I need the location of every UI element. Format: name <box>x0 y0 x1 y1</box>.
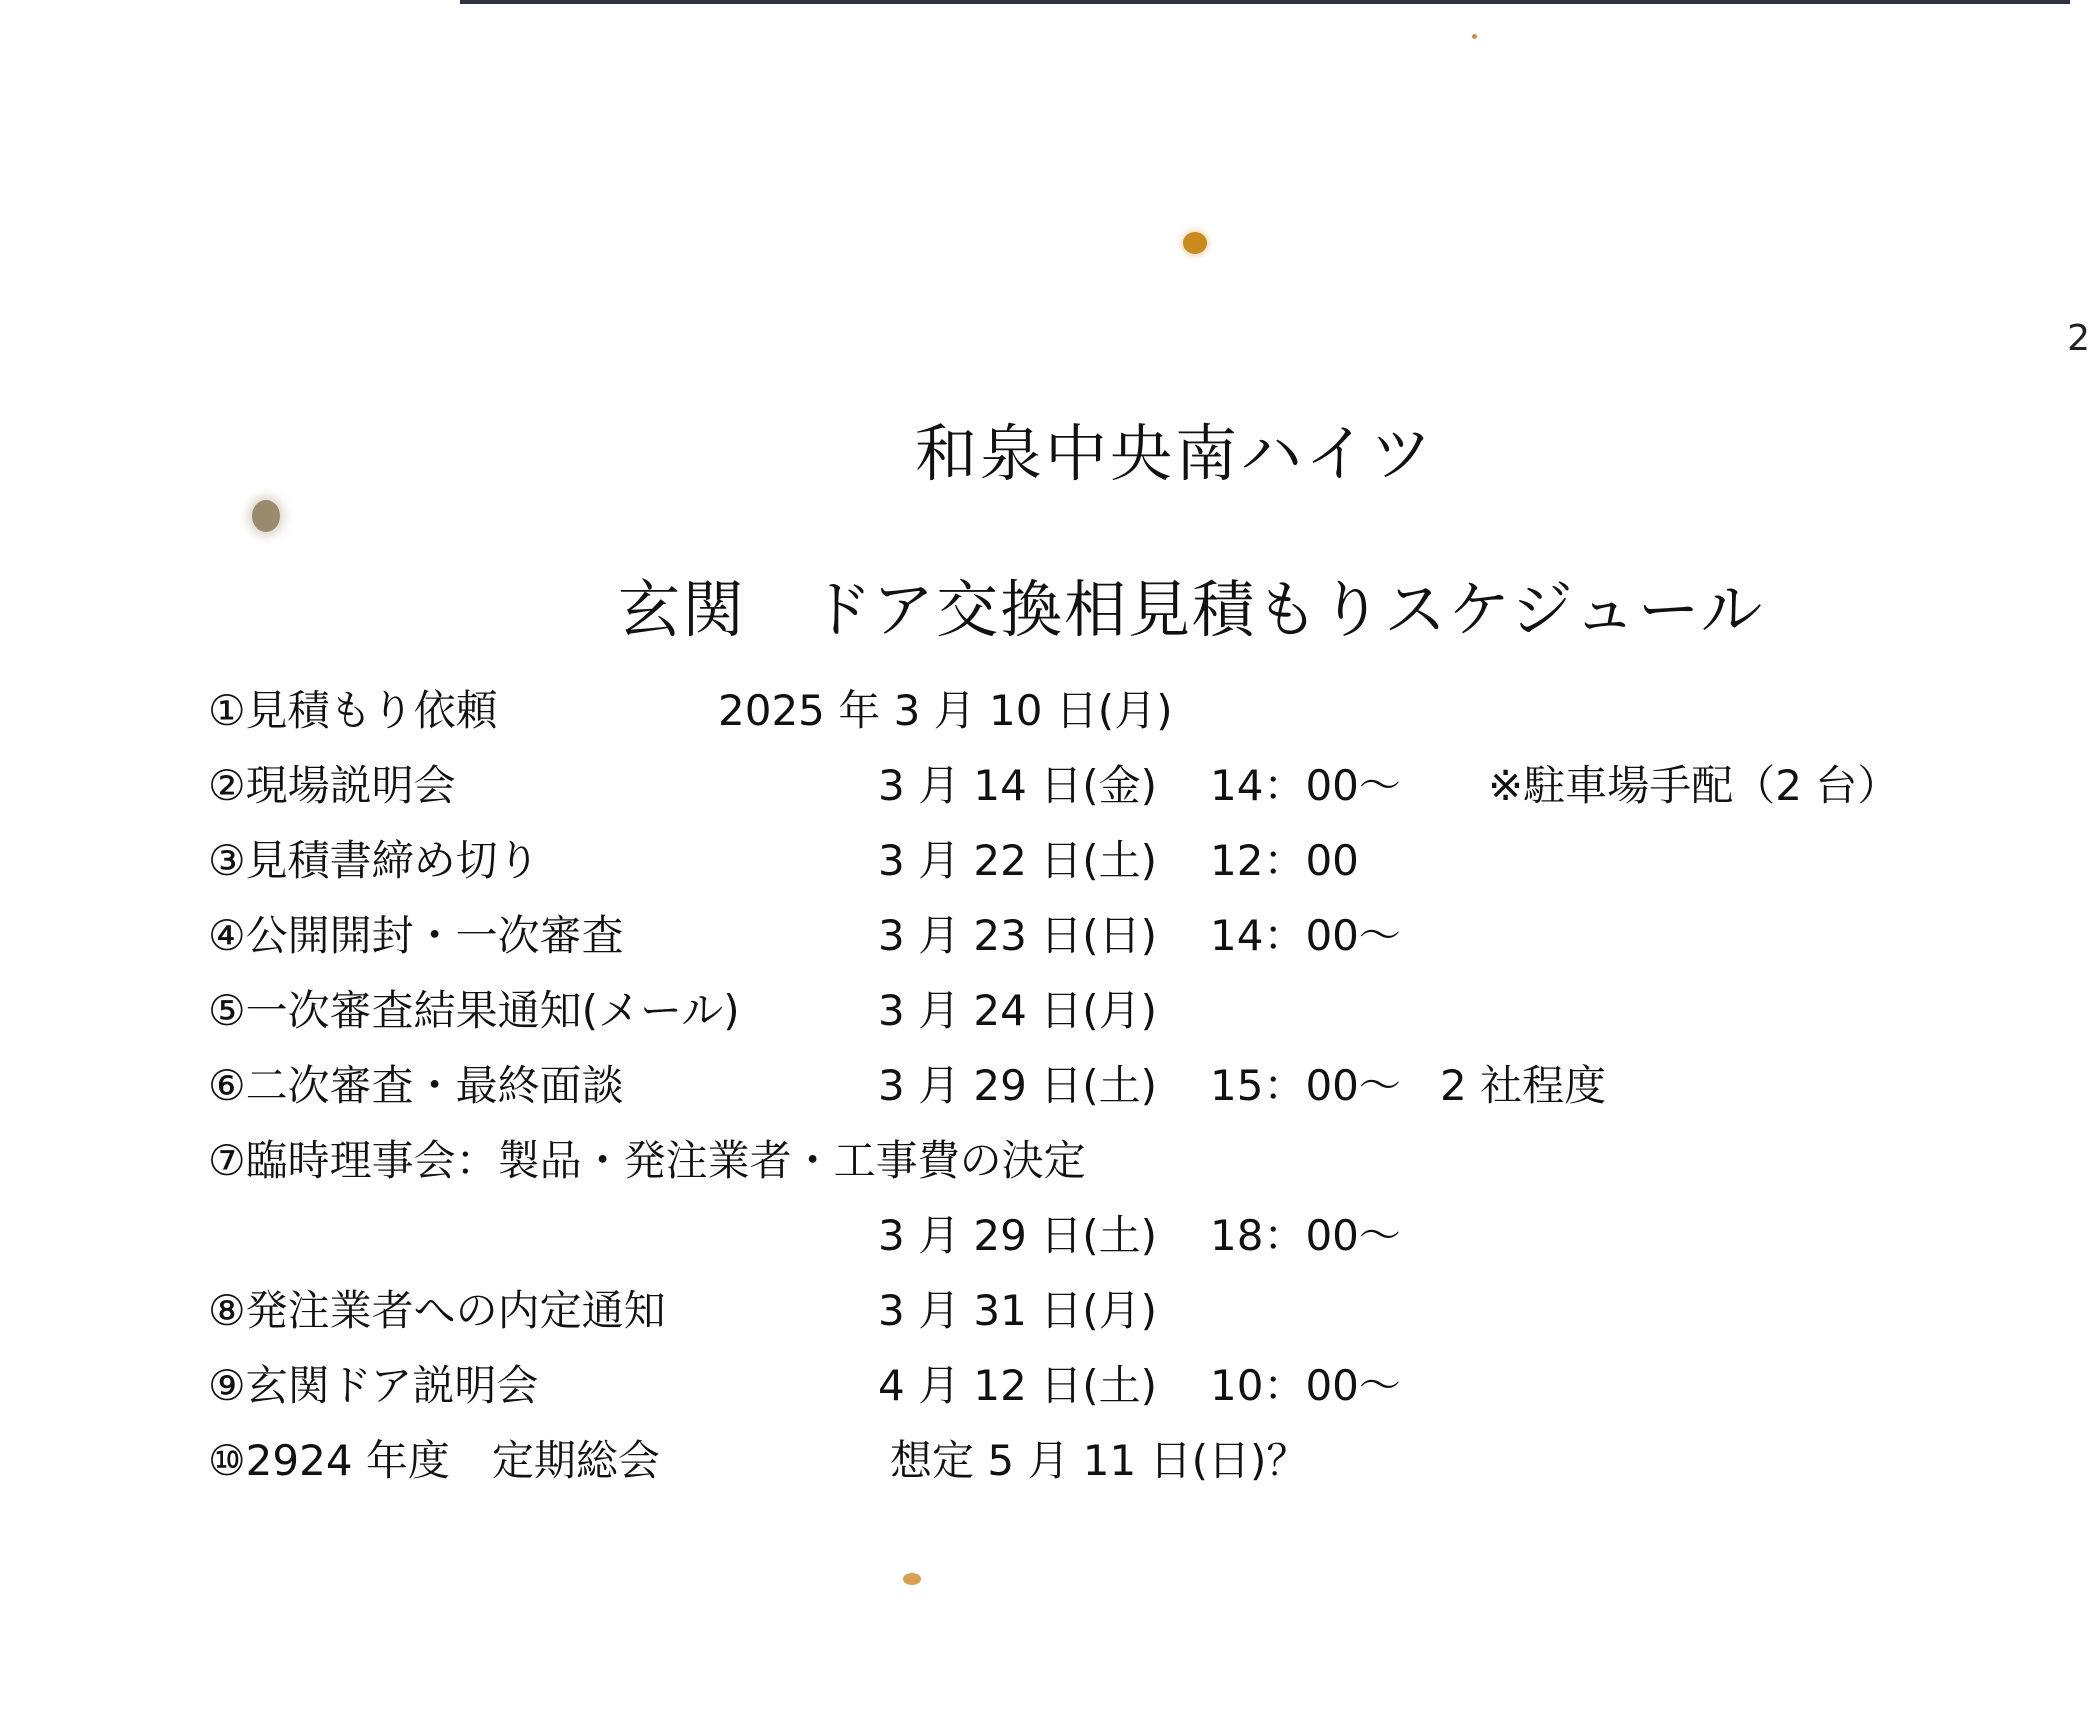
schedule-row <box>208 1053 2028 1113</box>
schedule-item-time: 18：00～ <box>1210 1211 1401 1260</box>
schedule-item-label: ④公開開封・一次審査 <box>208 911 624 960</box>
stain-mark <box>1472 34 1477 39</box>
schedule-row <box>208 978 2028 1038</box>
schedule-item-time: 15：00～ <box>1210 1061 1401 1110</box>
schedule-item-date: 3 月 29 日(土) <box>878 1211 1157 1260</box>
schedule-item-label: ⑩2924 年度 定期総会 <box>208 1436 660 1485</box>
schedule-item-label: ⑧発注業者への内定通知 <box>208 1286 666 1335</box>
scan-top-edge <box>460 0 2070 4</box>
schedule-row <box>208 903 2028 963</box>
schedule-item-label: ②現場説明会 <box>208 761 456 810</box>
schedule-item-date: 3 月 31 日(月) <box>878 1286 1157 1335</box>
schedule-item-label: ①見積もり依頼 <box>208 686 498 735</box>
schedule-item-date: 3 月 22 日(土) <box>878 836 1157 885</box>
schedule-item-time: 14：00～ <box>1210 761 1401 810</box>
page-number: 2 <box>2067 318 2090 359</box>
stain-mark <box>903 1573 921 1585</box>
schedule-item-date: 4 月 12 日(土) <box>878 1361 1157 1410</box>
schedule-item-time: 14：00～ <box>1210 911 1401 960</box>
document-subtitle: 玄関 ドア交換相見積もりスケジュール <box>618 573 1765 646</box>
schedule-item-note: ※駐車場手配（2 台） <box>1488 761 1900 810</box>
schedule-row <box>208 678 2028 738</box>
schedule-list <box>208 678 2028 1498</box>
schedule-item-date: 2025 年 3 月 10 日(月) <box>718 686 1173 735</box>
document-title: 和泉中央南ハイツ <box>915 417 1436 490</box>
schedule-item-date: 3 月 23 日(日) <box>878 911 1157 960</box>
schedule-row <box>208 828 2028 888</box>
schedule-item-date: 3 月 14 日(金) <box>878 761 1157 810</box>
schedule-item-label: ⑦臨時理事会：製品・発注業者・工事費の決定 <box>208 1136 1086 1185</box>
schedule-item-date: 3 月 24 日(月) <box>878 986 1157 1035</box>
schedule-row <box>208 1203 2028 1263</box>
schedule-item-date: 3 月 29 日(土) <box>878 1061 1157 1110</box>
schedule-row <box>208 753 2028 813</box>
schedule-row <box>208 1428 2028 1488</box>
stain-mark <box>1183 232 1207 254</box>
schedule-item-label: ⑨玄関ドア説明会 <box>208 1361 539 1410</box>
schedule-item-label: ⑤一次審査結果通知(メール) <box>208 986 740 1035</box>
schedule-row <box>208 1278 2028 1338</box>
schedule-item-label: ③見積書締め切り <box>208 836 540 885</box>
schedule-item-date: 想定 5 月 11 日(日)？ <box>890 1436 1309 1485</box>
schedule-row <box>208 1353 2028 1413</box>
stain-mark <box>252 500 280 532</box>
schedule-item-note: 2 社程度 <box>1440 1061 1607 1110</box>
schedule-row <box>208 1128 2028 1188</box>
schedule-item-time: 10：00～ <box>1210 1361 1401 1410</box>
schedule-item-time: 12：00 <box>1210 836 1359 885</box>
schedule-item-label: ⑥二次審査・最終面談 <box>208 1061 624 1110</box>
